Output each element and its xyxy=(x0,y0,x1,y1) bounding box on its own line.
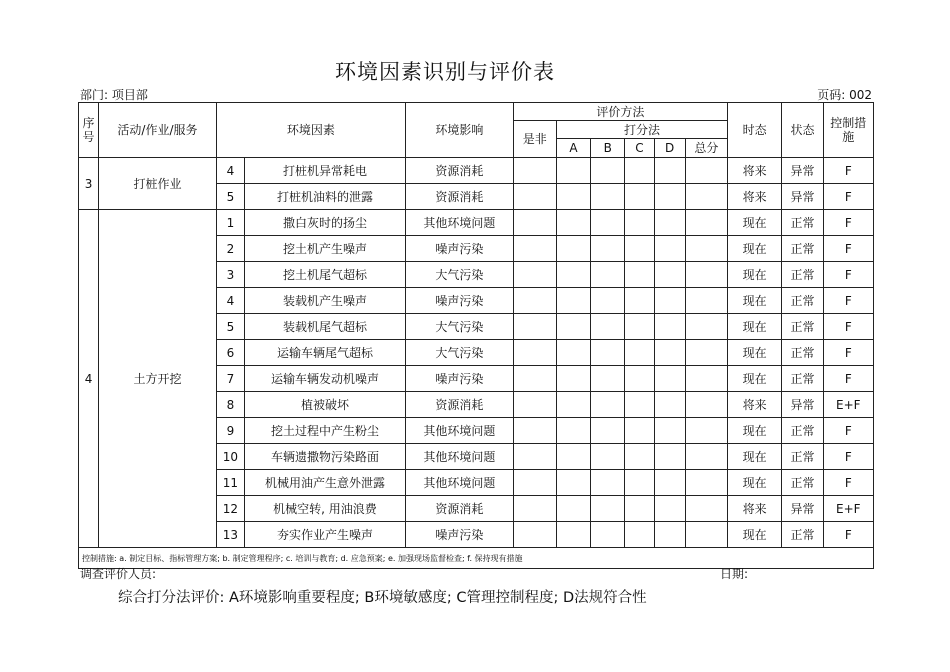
score-d-cell xyxy=(654,262,685,288)
control-cell: F xyxy=(823,210,873,236)
factor-cell: 运输车辆发动机噪声 xyxy=(245,366,406,392)
yesno-cell xyxy=(513,366,556,392)
date-label: 日期: xyxy=(720,567,749,581)
row-number: 7 xyxy=(216,366,244,392)
score-c-cell xyxy=(625,496,654,522)
yesno-cell xyxy=(513,158,556,184)
score-d-cell xyxy=(654,470,685,496)
header-seq: 序号 xyxy=(79,103,99,158)
header-tense: 时态 xyxy=(728,103,782,158)
tense-cell: 现在 xyxy=(728,470,782,496)
row-number: 11 xyxy=(216,470,244,496)
score-c-cell xyxy=(625,470,654,496)
score-total-cell xyxy=(685,392,727,418)
score-a-cell xyxy=(556,444,590,470)
tense-cell: 将来 xyxy=(728,392,782,418)
control-cell: F xyxy=(823,444,873,470)
factor-cell: 装载机产生噪声 xyxy=(245,288,406,314)
group-activity: 土方开挖 xyxy=(99,210,217,548)
score-a-cell xyxy=(556,392,590,418)
score-d-cell xyxy=(654,522,685,548)
score-a-cell xyxy=(556,262,590,288)
score-c-cell xyxy=(625,210,654,236)
table-row xyxy=(79,210,874,236)
row-number: 5 xyxy=(216,184,244,210)
page-number: 页码: 002 xyxy=(817,88,872,102)
group-seq: 4 xyxy=(79,210,99,548)
score-total-cell xyxy=(685,158,727,184)
score-d-cell xyxy=(654,184,685,210)
tense-cell: 现在 xyxy=(728,210,782,236)
yesno-cell xyxy=(513,210,556,236)
yesno-cell xyxy=(513,262,556,288)
impact-cell: 大气污染 xyxy=(406,262,514,288)
row-number: 5 xyxy=(216,314,244,340)
score-b-cell xyxy=(591,470,625,496)
score-a-cell xyxy=(556,496,590,522)
impact-cell: 资源消耗 xyxy=(406,496,514,522)
state-cell: 异常 xyxy=(782,184,823,210)
impact-cell: 资源消耗 xyxy=(406,392,514,418)
score-a-cell xyxy=(556,236,590,262)
tense-cell: 现在 xyxy=(728,340,782,366)
yesno-cell xyxy=(513,418,556,444)
score-d-cell xyxy=(654,496,685,522)
score-a-cell xyxy=(556,210,590,236)
score-total-cell xyxy=(685,314,727,340)
yesno-cell xyxy=(513,340,556,366)
score-b-cell xyxy=(591,236,625,262)
score-a-cell xyxy=(556,158,590,184)
row-number: 4 xyxy=(216,288,244,314)
header-state: 状态 xyxy=(782,103,823,158)
state-cell: 正常 xyxy=(782,522,823,548)
control-cell: F xyxy=(823,470,873,496)
evaluation-table xyxy=(78,102,874,569)
scoring-legend: 综合打分法评价: A环境影响重要程度; B环境敏感度; C管理控制程度; D法规符合性 xyxy=(118,590,647,606)
header-activity: 活动/作业/服务 xyxy=(99,103,217,158)
score-total-cell xyxy=(685,210,727,236)
factor-cell: 打桩机异常耗电 xyxy=(245,158,406,184)
header-score-a: A xyxy=(556,139,590,158)
tense-cell: 现在 xyxy=(728,522,782,548)
state-cell: 正常 xyxy=(782,288,823,314)
score-b-cell xyxy=(591,444,625,470)
score-b-cell xyxy=(591,288,625,314)
header-yesno: 是非 xyxy=(513,121,556,158)
yesno-cell xyxy=(513,314,556,340)
factor-cell: 车辆遗撒物污染路面 xyxy=(245,444,406,470)
surveyor-label: 调查评价人员: xyxy=(80,567,157,581)
impact-cell: 资源消耗 xyxy=(406,184,514,210)
impact-cell: 其他环境问题 xyxy=(406,444,514,470)
tense-cell: 将来 xyxy=(728,496,782,522)
score-c-cell xyxy=(625,288,654,314)
score-total-cell xyxy=(685,236,727,262)
factor-cell: 挖土机尾气超标 xyxy=(245,262,406,288)
impact-cell: 其他环境问题 xyxy=(406,470,514,496)
score-c-cell xyxy=(625,236,654,262)
state-cell: 正常 xyxy=(782,210,823,236)
control-cell: F xyxy=(823,314,873,340)
factor-cell: 夯实作业产生噪声 xyxy=(245,522,406,548)
score-b-cell xyxy=(591,496,625,522)
tense-cell: 现在 xyxy=(728,236,782,262)
score-total-cell xyxy=(685,340,727,366)
row-number: 1 xyxy=(216,210,244,236)
yesno-cell xyxy=(513,392,556,418)
score-total-cell xyxy=(685,496,727,522)
score-d-cell xyxy=(654,288,685,314)
control-cell: F xyxy=(823,184,873,210)
impact-cell: 噪声污染 xyxy=(406,522,514,548)
score-b-cell xyxy=(591,392,625,418)
tense-cell: 现在 xyxy=(728,288,782,314)
score-a-cell xyxy=(556,184,590,210)
score-total-cell xyxy=(685,262,727,288)
control-cell: F xyxy=(823,366,873,392)
score-b-cell xyxy=(591,418,625,444)
header-score-d: D xyxy=(654,139,685,158)
yesno-cell xyxy=(513,496,556,522)
header-score-b: B xyxy=(591,139,625,158)
impact-cell: 噪声污染 xyxy=(406,366,514,392)
header-scoring: 打分法 xyxy=(556,121,727,139)
score-a-cell xyxy=(556,470,590,496)
header-factor: 环境因素 xyxy=(216,103,405,158)
yesno-cell xyxy=(513,236,556,262)
score-c-cell xyxy=(625,184,654,210)
score-total-cell xyxy=(685,184,727,210)
state-cell: 异常 xyxy=(782,496,823,522)
score-b-cell xyxy=(591,262,625,288)
score-c-cell xyxy=(625,392,654,418)
score-total-cell xyxy=(685,418,727,444)
state-cell: 正常 xyxy=(782,314,823,340)
row-number: 10 xyxy=(216,444,244,470)
state-cell: 正常 xyxy=(782,366,823,392)
factor-cell: 机械用油产生意外泄露 xyxy=(245,470,406,496)
factor-cell: 植被破坏 xyxy=(245,392,406,418)
score-b-cell xyxy=(591,184,625,210)
score-total-cell xyxy=(685,444,727,470)
score-a-cell xyxy=(556,522,590,548)
state-cell: 正常 xyxy=(782,236,823,262)
table-body xyxy=(79,158,874,548)
row-number: 13 xyxy=(216,522,244,548)
yesno-cell xyxy=(513,444,556,470)
row-number: 3 xyxy=(216,262,244,288)
factor-cell: 挖土过程中产生粉尘 xyxy=(245,418,406,444)
factor-cell: 撒白灰时的扬尘 xyxy=(245,210,406,236)
score-b-cell xyxy=(591,314,625,340)
factor-cell: 装载机尾气超标 xyxy=(245,314,406,340)
score-c-cell xyxy=(625,418,654,444)
score-c-cell xyxy=(625,522,654,548)
score-total-cell xyxy=(685,470,727,496)
score-b-cell xyxy=(591,210,625,236)
score-b-cell xyxy=(591,522,625,548)
control-cell: E+F xyxy=(823,392,873,418)
control-cell: F xyxy=(823,522,873,548)
score-d-cell xyxy=(654,210,685,236)
score-b-cell xyxy=(591,340,625,366)
row-number: 8 xyxy=(216,392,244,418)
score-c-cell xyxy=(625,314,654,340)
control-cell: F xyxy=(823,158,873,184)
tense-cell: 现在 xyxy=(728,366,782,392)
header-score-total: 总分 xyxy=(685,139,727,158)
impact-cell: 大气污染 xyxy=(406,340,514,366)
score-d-cell xyxy=(654,392,685,418)
score-total-cell xyxy=(685,288,727,314)
score-a-cell xyxy=(556,314,590,340)
control-measures-note: 控制措施: a. 制定目标、指标管理方案; b. 制定管理程序; c. 培训与教育; d. 应急预案; e. 加强现场监督检查; f. 保持现有措施 xyxy=(79,548,874,569)
tense-cell: 现在 xyxy=(728,444,782,470)
header-score-c: C xyxy=(625,139,654,158)
score-c-cell xyxy=(625,340,654,366)
score-a-cell xyxy=(556,418,590,444)
score-d-cell xyxy=(654,418,685,444)
score-total-cell xyxy=(685,366,727,392)
state-cell: 正常 xyxy=(782,262,823,288)
tense-cell: 现在 xyxy=(728,418,782,444)
impact-cell: 噪声污染 xyxy=(406,236,514,262)
score-d-cell xyxy=(654,158,685,184)
tense-cell: 现在 xyxy=(728,262,782,288)
score-c-cell xyxy=(625,366,654,392)
score-b-cell xyxy=(591,366,625,392)
row-number: 4 xyxy=(216,158,244,184)
control-cell: F xyxy=(823,340,873,366)
state-cell: 正常 xyxy=(782,444,823,470)
row-number: 9 xyxy=(216,418,244,444)
department-label: 部门: 项目部 xyxy=(80,88,148,102)
table-row xyxy=(79,158,874,184)
impact-cell: 资源消耗 xyxy=(406,158,514,184)
factor-cell: 机械空转, 用油浪费 xyxy=(245,496,406,522)
score-d-cell xyxy=(654,340,685,366)
score-c-cell xyxy=(625,158,654,184)
row-number: 6 xyxy=(216,340,244,366)
header-control: 控制措施 xyxy=(823,103,873,158)
score-a-cell xyxy=(556,340,590,366)
control-cell: E+F xyxy=(823,496,873,522)
tense-cell: 将来 xyxy=(728,184,782,210)
yesno-cell xyxy=(513,288,556,314)
score-b-cell xyxy=(591,158,625,184)
factor-cell: 挖土机产生噪声 xyxy=(245,236,406,262)
factor-cell: 运输车辆尾气超标 xyxy=(245,340,406,366)
state-cell: 正常 xyxy=(782,470,823,496)
state-cell: 异常 xyxy=(782,158,823,184)
impact-cell: 其他环境问题 xyxy=(406,418,514,444)
row-number: 12 xyxy=(216,496,244,522)
yesno-cell xyxy=(513,184,556,210)
group-activity: 打桩作业 xyxy=(99,158,217,210)
header-method: 评价方法 xyxy=(513,103,727,121)
impact-cell: 噪声污染 xyxy=(406,288,514,314)
control-cell: F xyxy=(823,288,873,314)
yesno-cell xyxy=(513,522,556,548)
score-c-cell xyxy=(625,262,654,288)
score-total-cell xyxy=(685,522,727,548)
row-number: 2 xyxy=(216,236,244,262)
impact-cell: 大气污染 xyxy=(406,314,514,340)
control-cell: F xyxy=(823,418,873,444)
impact-cell: 其他环境问题 xyxy=(406,210,514,236)
state-cell: 正常 xyxy=(782,340,823,366)
state-cell: 正常 xyxy=(782,418,823,444)
score-c-cell xyxy=(625,444,654,470)
group-seq: 3 xyxy=(79,158,99,210)
header-impact: 环境影响 xyxy=(406,103,514,158)
score-d-cell xyxy=(654,236,685,262)
factor-cell: 打桩机油料的泄露 xyxy=(245,184,406,210)
tense-cell: 将来 xyxy=(728,158,782,184)
score-a-cell xyxy=(556,288,590,314)
tense-cell: 现在 xyxy=(728,314,782,340)
control-cell: F xyxy=(823,236,873,262)
score-d-cell xyxy=(654,366,685,392)
control-cell: F xyxy=(823,262,873,288)
yesno-cell xyxy=(513,470,556,496)
score-d-cell xyxy=(654,314,685,340)
score-d-cell xyxy=(654,444,685,470)
page-title: 环境因素识别与评价表 xyxy=(335,60,555,84)
score-a-cell xyxy=(556,366,590,392)
state-cell: 异常 xyxy=(782,392,823,418)
